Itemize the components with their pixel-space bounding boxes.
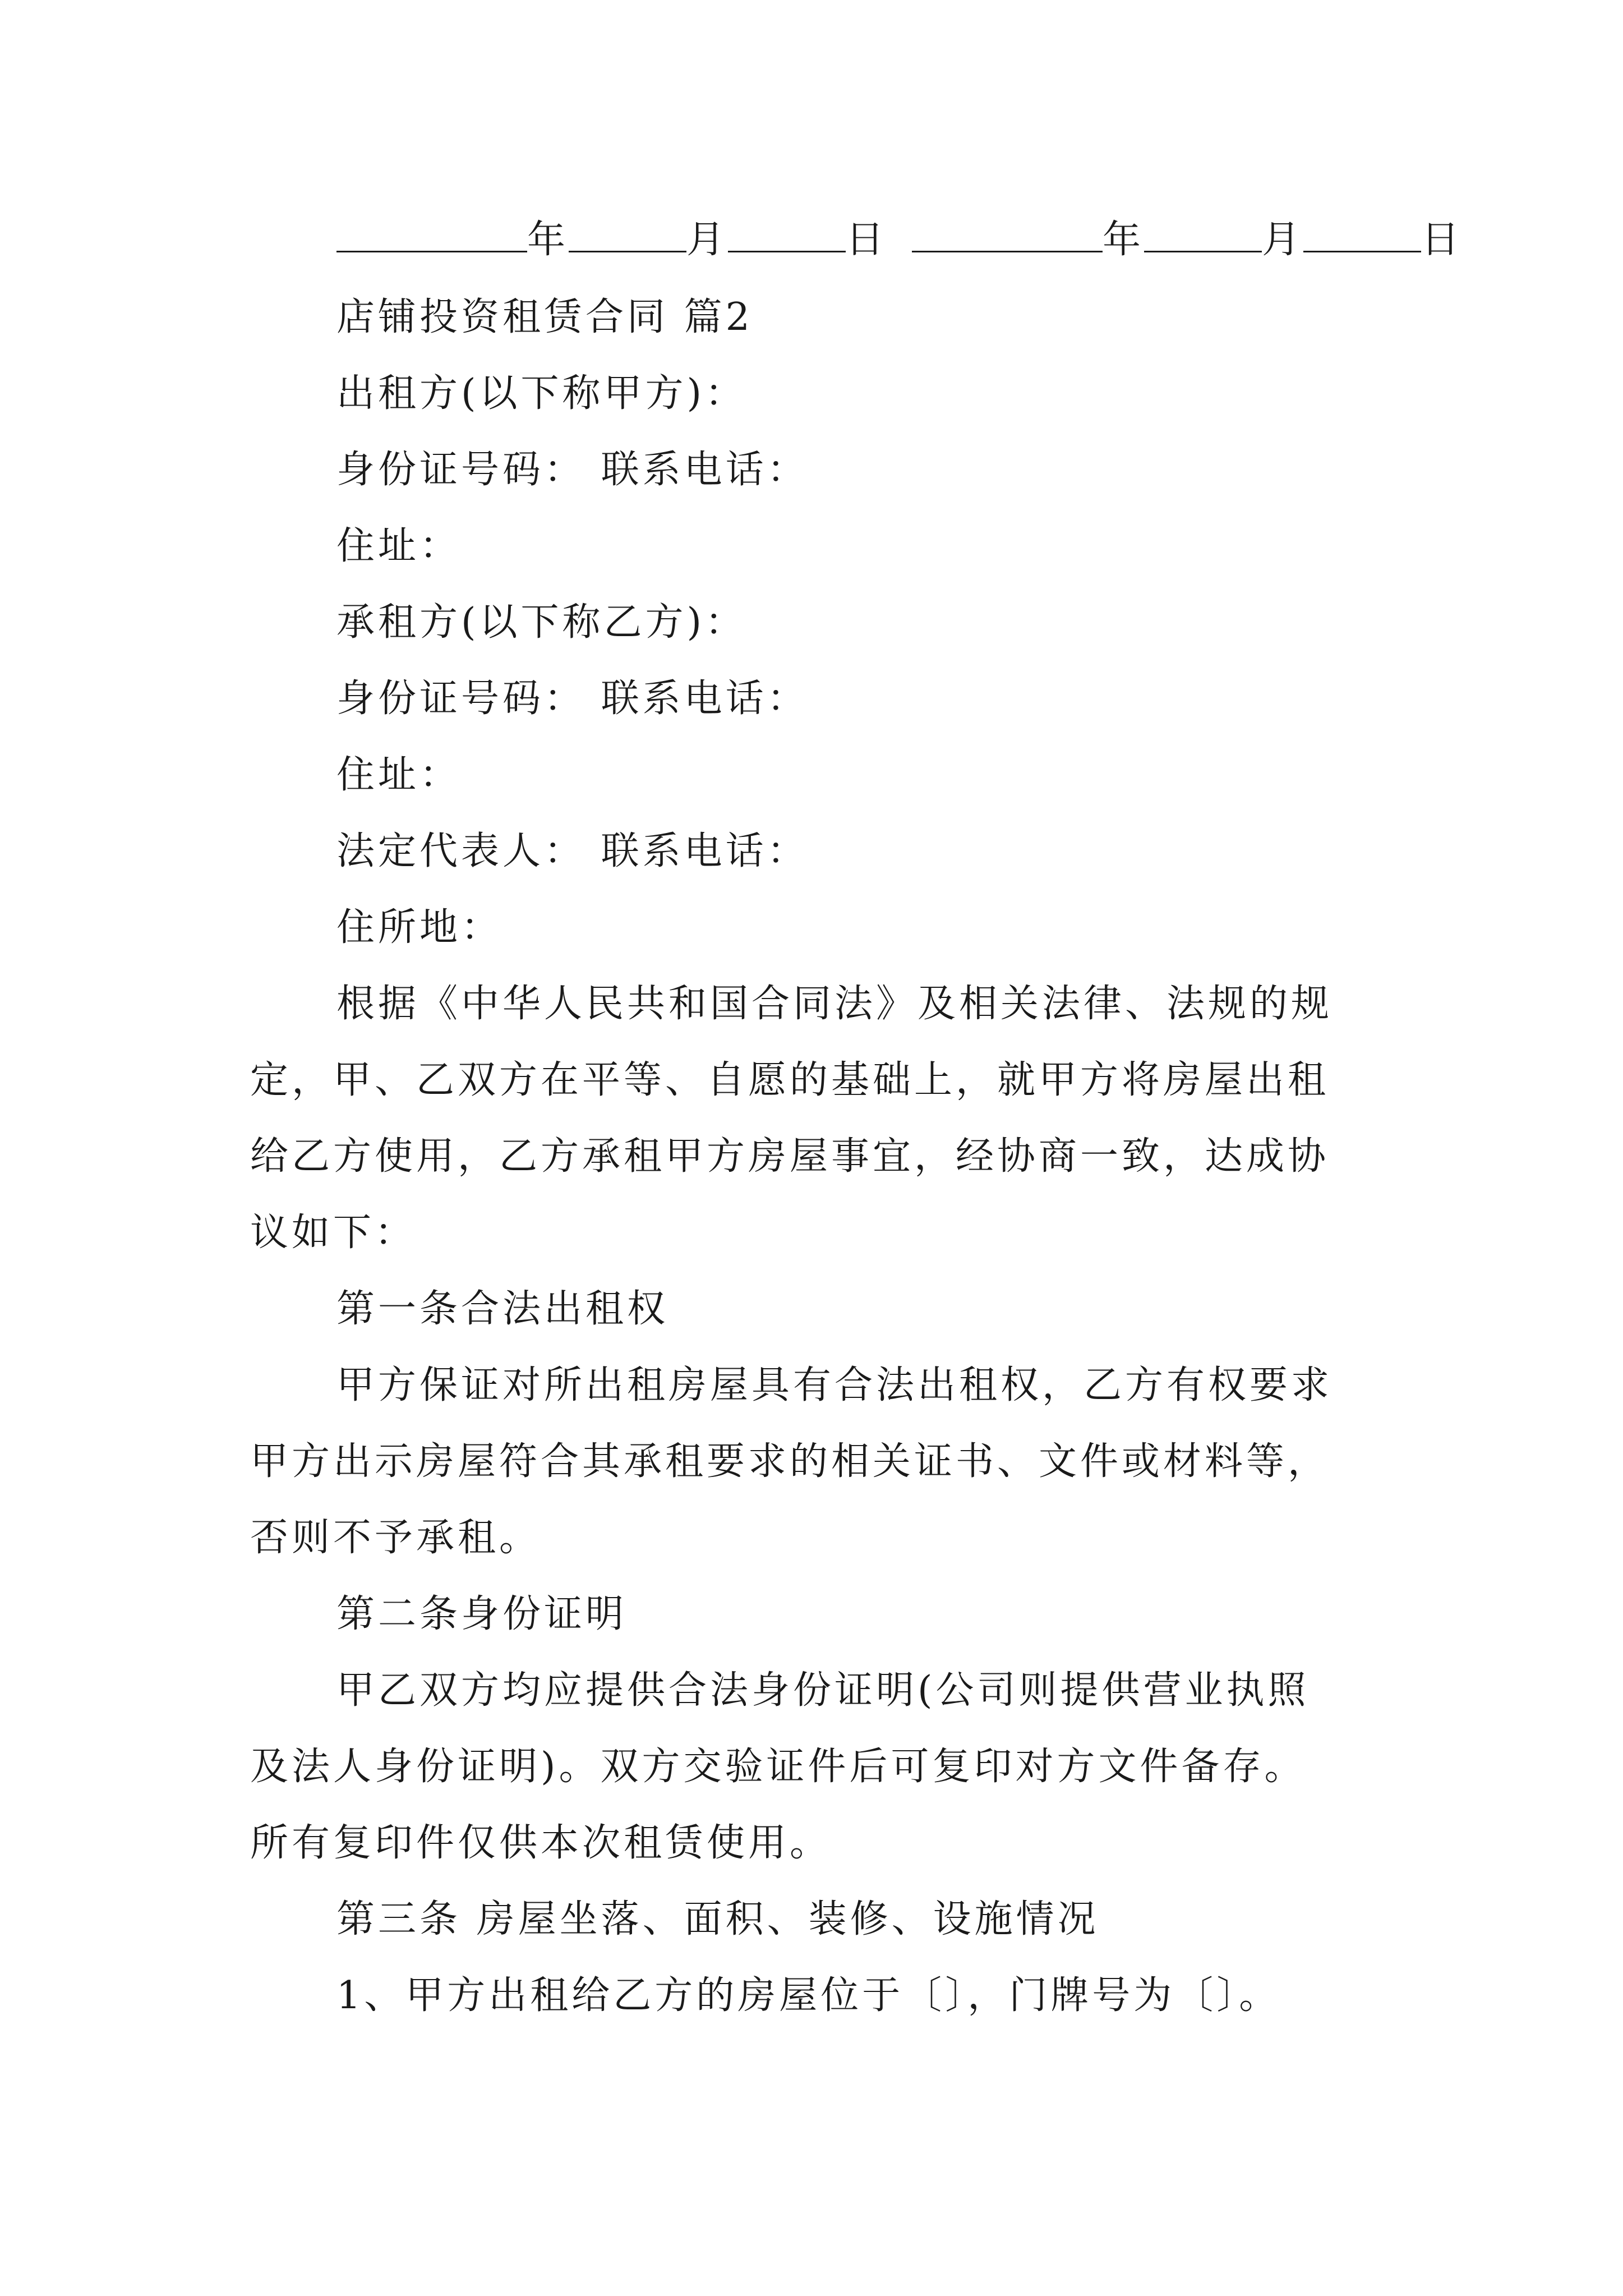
lessee-id-line: 身份证号码： 联系电话：: [336, 677, 809, 721]
year-label-1: 年: [527, 218, 569, 262]
month-label-2: 月: [1262, 218, 1304, 262]
article1-line-2: 甲方出示房屋符合其承租要求的相关证书、文件或材料等，: [250, 1439, 1330, 1484]
lessee-label: 承租方(以下称乙方)：: [336, 600, 747, 645]
article2-line-2: 及法人身份证明)。双方交验证件后可复印对方文件备存。: [250, 1745, 1306, 1789]
article2-title: 第二条身份证明: [336, 1592, 628, 1636]
preamble-line-3: 给乙方使用，乙方承租甲方房屋事宜，经协商一致，达成协: [250, 1134, 1330, 1179]
year-blank-2: [912, 217, 1103, 252]
day-blank-2: [1303, 217, 1421, 252]
legal-rep-line: 法定代表人： 联系电话：: [336, 829, 809, 873]
month-label-1: 月: [686, 218, 728, 262]
article1-line-1: 甲方保证对所出租房屋具有合法出租权，乙方有权要求: [336, 1363, 1333, 1407]
preamble-line-2: 定，甲、乙双方在平等、自愿的基础上，就甲方将房屋出租: [250, 1058, 1330, 1102]
year-blank-1: [336, 217, 527, 252]
year-label-2: 年: [1103, 218, 1145, 262]
preamble-line-1: 根据《中华人民共和国合同法》及相关法律、法规的规: [336, 982, 1333, 1026]
lessor-address: 住址：: [336, 524, 462, 568]
day-label-1: 日: [846, 218, 888, 262]
article3-item-1: 1、甲方出租给乙方的房屋位于〔〕，门牌号为〔〕。: [336, 1973, 1281, 2018]
lessor-id-line: 身份证号码： 联系电话：: [336, 448, 809, 492]
article1-title: 第一条合法出租权: [336, 1287, 669, 1331]
day-label-2: 日: [1421, 218, 1463, 262]
article2-line-1: 甲乙双方均应提供合法身份证明(公司则提供营业执照: [336, 1668, 1310, 1713]
month-blank-2: [1144, 217, 1262, 252]
preamble-line-4: 议如下：: [250, 1211, 417, 1255]
article2-line-3: 所有复印件仅供本次租赁使用。: [250, 1821, 832, 1865]
day-blank-1: [728, 217, 846, 252]
article1-line-3: 否则不予承租。: [250, 1516, 541, 1560]
signature-date-line: [336, 213, 1463, 267]
article3-title: 第三条 房屋坐落、面积、装修、设施情况: [336, 1897, 1099, 1941]
domicile-line: 住所地：: [336, 905, 503, 950]
month-blank-1: [569, 217, 686, 252]
contract-title: 店铺投资租赁合同 篇2: [336, 295, 753, 339]
lessor-label: 出租方(以下称甲方)：: [336, 371, 747, 416]
lessee-address: 住址：: [336, 753, 462, 797]
